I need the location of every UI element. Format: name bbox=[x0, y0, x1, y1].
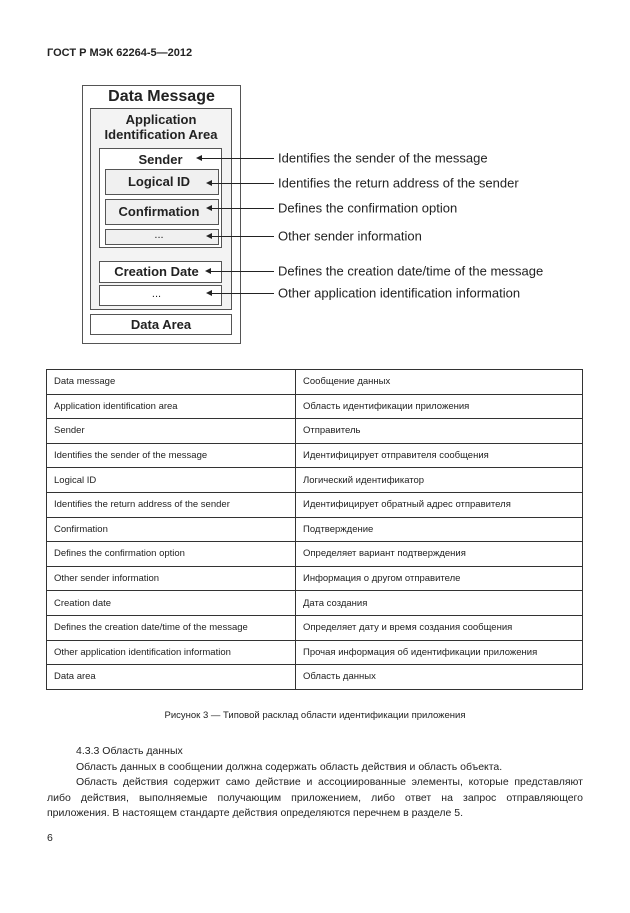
table-row bbox=[47, 468, 583, 493]
english-term-cell: Data message bbox=[47, 370, 296, 395]
callout-label: Defines the creation date/time of the message bbox=[278, 263, 544, 279]
russian-term-cell: Область идентификации приложения bbox=[296, 394, 583, 419]
logical-id-label: Logical ID bbox=[127, 174, 191, 189]
english-term-cell: Defines the confirmation option bbox=[47, 542, 296, 567]
russian-term-cell: Идентифицирует отправителя сообщения bbox=[296, 443, 583, 468]
russian-term-cell: Информация о другом отправителе bbox=[296, 566, 583, 591]
table-row bbox=[47, 370, 583, 395]
paragraph: Область действия содержит само действие и ассоциированные элементы, которые представляют либо действия, выполняемые получающим приложением, либо ответ на запрос отправляющего приложения. В настоящем стандарте действия определяются перечнем в разделе 5. bbox=[47, 776, 583, 819]
callout-line bbox=[208, 236, 274, 237]
table-row bbox=[47, 615, 583, 640]
russian-term-cell: Дата создания bbox=[296, 591, 583, 616]
app-other-label: ... bbox=[151, 288, 162, 300]
table-row bbox=[47, 566, 583, 591]
russian-term-cell: Определяет дату и время создания сообщения bbox=[296, 615, 583, 640]
english-term-cell: Other sender information bbox=[47, 566, 296, 591]
document-header: ГОСТ Р МЭК 62264-5—2012 bbox=[47, 47, 193, 59]
callout-line bbox=[208, 293, 274, 294]
russian-term-cell: Подтверждение bbox=[296, 517, 583, 542]
callout-label: Identifies the return address of the sender bbox=[278, 175, 519, 191]
english-term-cell: Application identification area bbox=[47, 394, 296, 419]
page-number: 6 bbox=[47, 832, 53, 844]
table-row bbox=[47, 492, 583, 517]
english-term-cell: Identifies the return address of the sender bbox=[47, 492, 296, 517]
table-row bbox=[47, 640, 583, 665]
callout-line bbox=[198, 158, 274, 159]
table-row bbox=[47, 394, 583, 419]
russian-term-cell: Область данных bbox=[296, 665, 583, 690]
figure-caption: Рисунок 3 — Типовой расклад области идентификации приложения bbox=[164, 710, 466, 721]
english-term-cell: Logical ID bbox=[47, 468, 296, 493]
english-term-cell: Creation date bbox=[47, 591, 296, 616]
app-area-title: Application Identification Area bbox=[104, 112, 218, 142]
arrow-head-icon bbox=[206, 233, 212, 239]
callout-line bbox=[208, 183, 274, 184]
english-term-cell: Identifies the sender of the message bbox=[47, 443, 296, 468]
english-term-cell: Sender bbox=[47, 419, 296, 444]
table-row bbox=[47, 443, 583, 468]
table-row bbox=[47, 517, 583, 542]
arrow-head-icon bbox=[206, 290, 212, 296]
callout-line bbox=[208, 208, 274, 209]
section-heading: 4.3.3 Область данных bbox=[76, 745, 183, 757]
callout-label: Other application identification information bbox=[278, 285, 521, 301]
english-term-cell: Confirmation bbox=[47, 517, 296, 542]
table-row bbox=[47, 419, 583, 444]
callout-label: Identifies the sender of the message bbox=[278, 150, 488, 166]
arrow-head-icon bbox=[206, 180, 212, 186]
table-row bbox=[47, 665, 583, 690]
russian-term-cell: Идентифицирует обратный адрес отправителя bbox=[296, 492, 583, 517]
translation-table bbox=[46, 369, 583, 690]
russian-term-cell: Отправитель bbox=[296, 419, 583, 444]
callout-label: Other sender information bbox=[278, 228, 422, 244]
russian-term-cell: Логический идентификатор bbox=[296, 468, 583, 493]
arrow-head-icon bbox=[206, 205, 212, 211]
data-message-title: Data Message bbox=[108, 88, 215, 105]
russian-term-cell: Прочая информация об идентификации приложения bbox=[296, 640, 583, 665]
paragraph: Область данных в сообщении должна содержать область действия и область объекта. bbox=[76, 760, 503, 773]
arrow-head-icon bbox=[205, 268, 211, 274]
russian-term-cell: Определяет вариант подтверждения bbox=[296, 542, 583, 567]
english-term-cell: Other application identification information bbox=[47, 640, 296, 665]
russian-term-cell: Сообщение данных bbox=[296, 370, 583, 395]
confirmation-label: Confirmation bbox=[118, 204, 200, 219]
table-row bbox=[47, 591, 583, 616]
sender-title: Sender bbox=[138, 152, 183, 167]
callout-line bbox=[207, 271, 274, 272]
data-area-label: Data Area bbox=[130, 317, 192, 332]
table-row bbox=[47, 542, 583, 567]
english-term-cell: Defines the creation date/time of the message bbox=[47, 615, 296, 640]
creation-date-label: Creation Date bbox=[114, 264, 199, 279]
sender-other-label: ... bbox=[154, 229, 164, 241]
arrow-head-icon bbox=[196, 155, 202, 161]
callout-label: Defines the confirmation option bbox=[278, 200, 458, 216]
english-term-cell: Data area bbox=[47, 665, 296, 690]
